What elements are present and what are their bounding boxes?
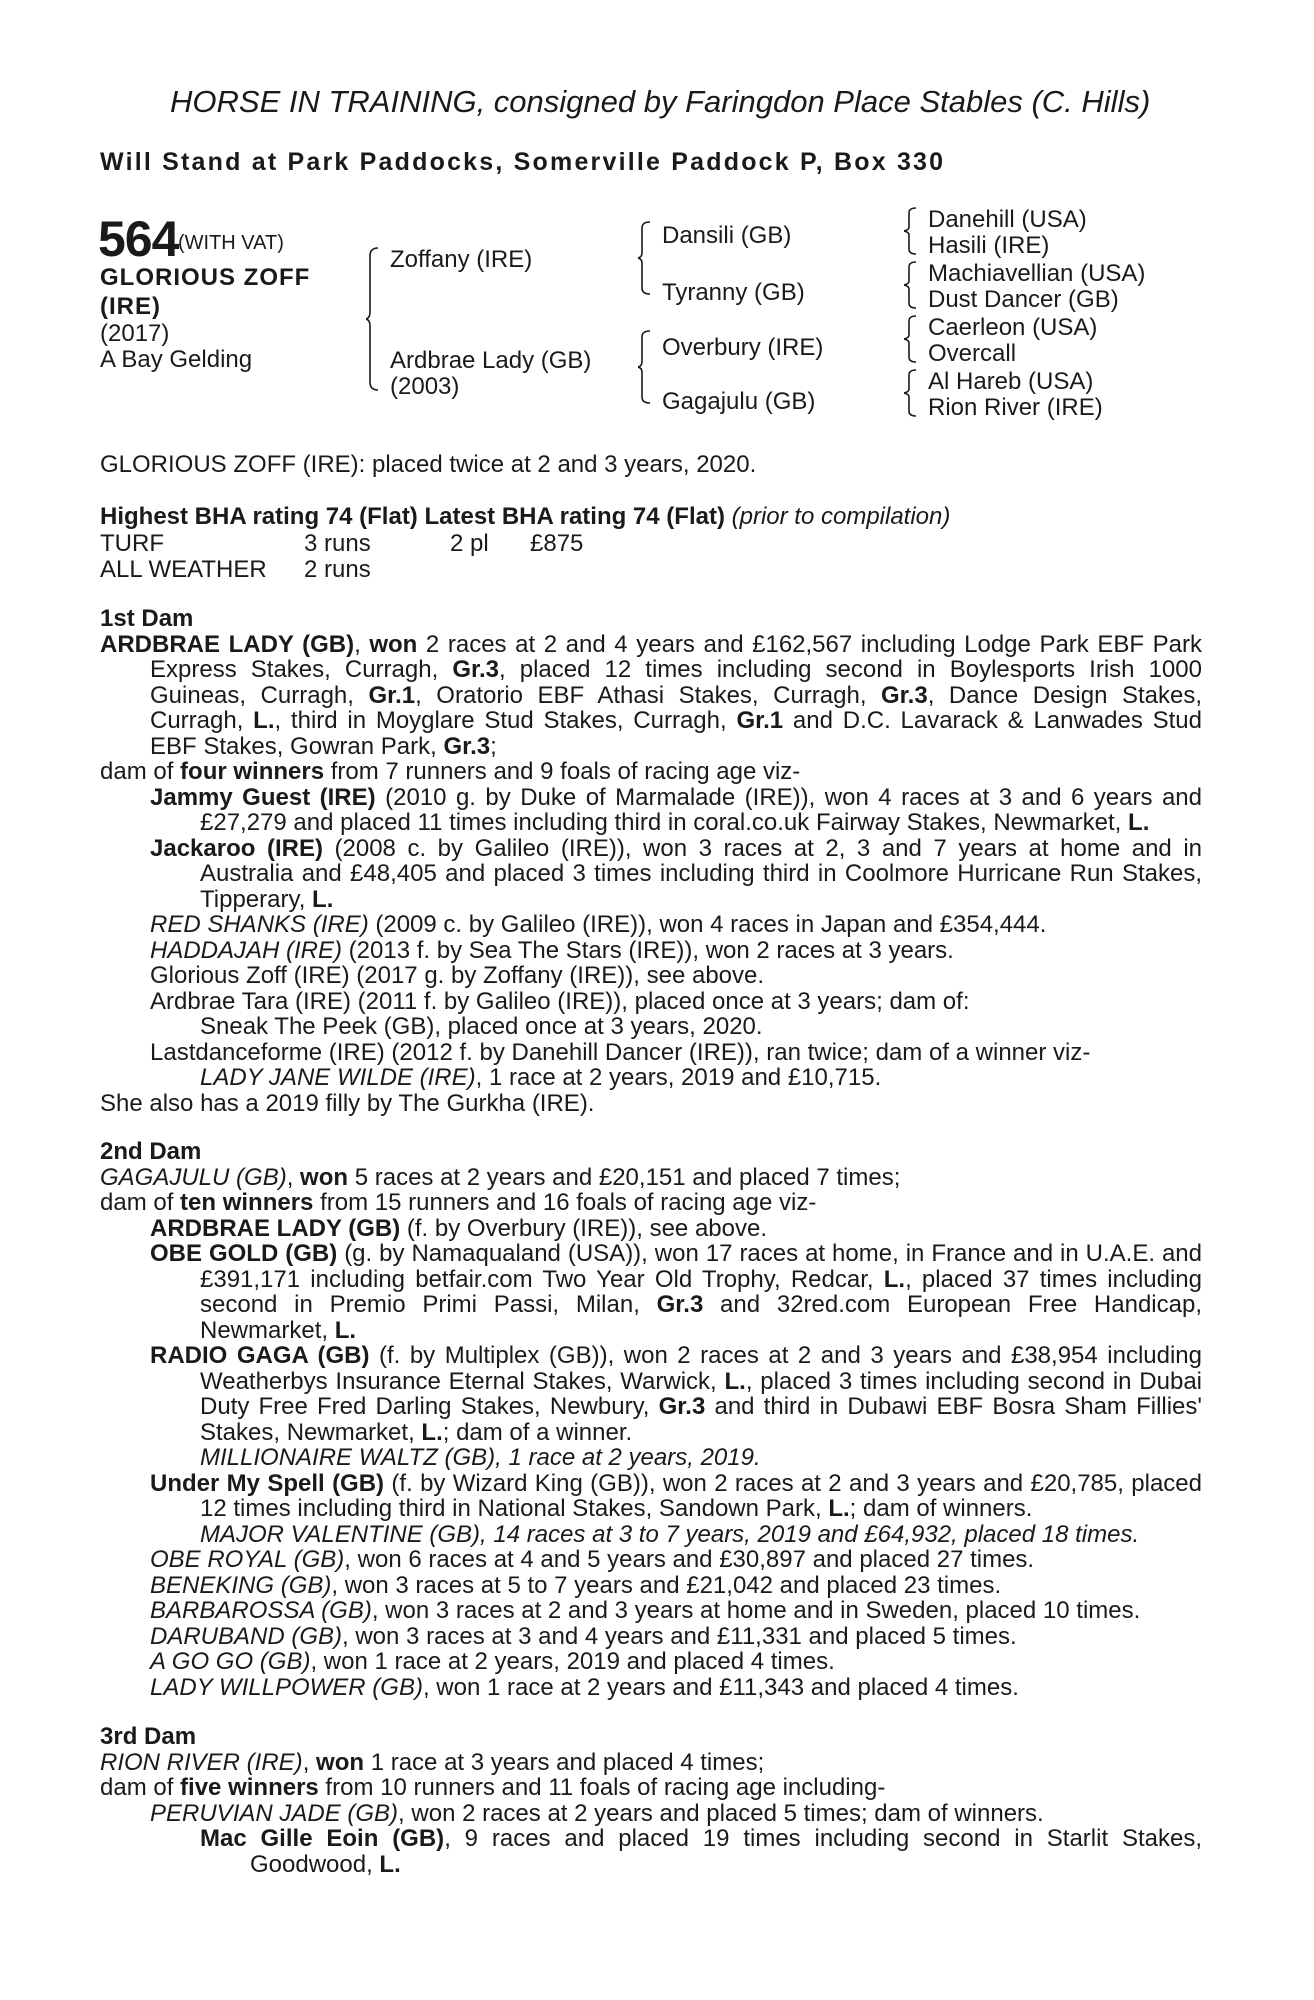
gen3-brace-4 (904, 368, 918, 418)
foaling-year: (2017) (100, 320, 170, 347)
sire-sire-name: Dansili (GB) (662, 222, 792, 249)
produce-entry: DARUBAND (GB), won 3 races at 3 and 4 years and £11,331 and placed 5 times. (150, 1622, 1017, 1650)
dam-name: Ardbrae Lady (GB) (390, 347, 592, 374)
produce-entry: OBE ROYAL (GB), won 6 races at 4 and 5 years and £30,897 and placed 27 times. (150, 1546, 1035, 1573)
produce-name: Mac Gille Eoin (GB) (200, 1825, 445, 1852)
produce-entry: Ardbrae Tara (IRE) (2011 f. by Galileo (IRE)), placed once at 3 years; dam of: (150, 987, 970, 1015)
second-dam-name: GAGAJULU (GB) (100, 1163, 287, 1191)
produce-name: RADIO GAGA (GB) (150, 1342, 370, 1369)
gen3-ancestor: Hasili (IRE) (928, 232, 1050, 259)
stats-placed: 2 pl (450, 530, 489, 557)
group-badge: Gr.1 (368, 681, 416, 709)
dam-line-brace (638, 329, 652, 405)
gen3-brace-3 (904, 314, 918, 364)
produce-entry: Glorious Zoff (IRE) (2017 g. by Zoffany (IRE)), see above. (150, 962, 765, 989)
produce-name: ARDBRAE LADY (GB) (150, 1214, 401, 1242)
grand-produce-entry: MILLIONAIRE WALTZ (GB), 1 race at 2 years, 2019. (200, 1444, 761, 1471)
produce-entry: RADIO GAGA (GB) (f. by Multiplex (GB)), won 2 races at 2 and 3 years and £38,954 including Weatherbys Insurance Eternal Stakes, Warwick, L., placed 3 times including second in Dubai Duty Free Fred Darling Stakes, Newbury, Gr.3 and third in Dubawi EBF Bosra Sham Fillies' Stakes, Newmarket, L.; dam of a winner. (150, 1342, 1203, 1446)
performance-summary: GLORIOUS ZOFF (IRE): placed twice at 2 and 3 years, 2020. (100, 451, 757, 478)
gen3-ancestor: Overcall (928, 340, 1017, 367)
dam-sire-name: Overbury (IRE) (662, 334, 824, 361)
produce-name: A GO GO (GB) (150, 1648, 311, 1675)
produce-entry: ARDBRAE LADY (GB) (f. by Overbury (IRE)), see above. (150, 1214, 768, 1242)
first-dam-record: ARDBRAE LADY (GB), won 2 races at 2 and 4 years and £162,567 including Lodge Park EBF Park Express Stakes, Curragh, Gr.3, placed 12 times including second in Boylesports Irish 1000 Guineas, Curragh, Gr.1, Oratorio EBF Athasi Stakes, Curragh, Gr.3, Dance Design Stakes, Curragh, L., third in Moyglare Stud Stakes, Curragh, Gr.1 and D.C. Lavarack & Lanwades Stud EBF Stakes, Gowran Park, Gr.3; (100, 630, 1203, 760)
group-badge: Gr.3 (452, 656, 500, 683)
group-badge: Gr.3 (658, 1393, 706, 1420)
won-label: won (369, 630, 418, 658)
second-dam-heading: 2nd Dam (100, 1138, 202, 1165)
produce-name: LADY WILLPOWER (GB) (150, 1673, 423, 1701)
grand-produce-entry: MAJOR VALENTINE (GB), 14 races at 3 to 7 years, 2019 and £64,932, placed 18 times. (200, 1520, 1140, 1548)
grand-produce-entry: LADY JANE WILDE (IRE), 1 race at 2 years, 2019 and £10,715. (200, 1064, 882, 1091)
listed-badge: L. (334, 1316, 357, 1344)
produce-name: Jackaroo (IRE) (150, 834, 323, 862)
listed-badge: L. (883, 1265, 906, 1293)
produce-entry: LADY WILLPOWER (GB), won 1 race at 2 years and £11,343 and placed 4 times. (150, 1673, 1019, 1701)
grand-produce-entry: Sneak The Peek (GB), placed once at 3 years, 2020. (200, 1013, 763, 1040)
produce-entry: RED SHANKS (IRE) (2009 c. by Galileo (IRE)), won 4 races in Japan and £354,444. (150, 911, 1047, 938)
listed-badge: L. (828, 1495, 850, 1522)
horse-name-suffix: (IRE) (100, 293, 161, 320)
stand-location: Will Stand at Park Paddocks, Somerville Paddock P, Box 330 (100, 148, 946, 176)
vat-note: (WITH VAT) (178, 232, 284, 254)
stats-row-turf (100, 530, 583, 558)
first-dam-name: ARDBRAE LADY (GB) (100, 630, 355, 658)
third-dam-heading: 3rd Dam (100, 1723, 197, 1750)
stats-runs: 2 runs (304, 556, 371, 583)
grand-produce-entry: Mac Gille Eoin (GB), 9 races and placed 19 times including second in Starlit Stakes, Goodwood, L. (200, 1825, 1202, 1878)
group-badge: Gr.3 (880, 681, 928, 709)
produce-entry: Lastdanceforme (IRE) (2012 f. by Danehill Dancer (IRE)), ran twice; dam of a winner viz- (150, 1038, 1091, 1066)
group-badge: Gr.3 (443, 732, 491, 760)
produce-entry: OBE GOLD (GB) (g. by Namaqualand (USA)), won 17 races at home, in France and in U.A.E. and £391,171 including betfair.com Two Year Old Trophy, Redcar, L., placed 37 times including second in Premio Primi Passi, Milan, Gr.3 and 32red.com European Free Handicap, Newmarket, L. (150, 1240, 1202, 1344)
listed-badge: L. (724, 1367, 746, 1395)
stats-runs: 3 runs (304, 530, 371, 557)
ratings-note: (prior to compilation) (731, 503, 951, 530)
horse-name: GLORIOUS ZOFF (100, 264, 311, 291)
sire-dam-brace (366, 246, 380, 392)
produce-entry: BARBAROSSA (GB), won 3 races at 2 and 3 years at home and in Sweden, placed 10 times. (150, 1597, 1141, 1624)
listed-badge: L. (379, 1850, 401, 1878)
gen3-ancestor: Rion River (IRE) (928, 394, 1103, 421)
gen3-ancestor: Dust Dancer (GB) (928, 286, 1119, 313)
produce-entry: Jackaroo (IRE) (2008 c. by Galileo (IRE)), won 3 races at 2, 3 and 7 years at home and in Australia and £48,405 and placed 3 times including third in Coolmore Hurricane Run Stakes, Tipperary, L. (150, 834, 1202, 913)
listed-badge: L. (253, 707, 275, 734)
produce-name: DARUBAND (GB) (150, 1622, 343, 1650)
group-badge: Gr.3 (656, 1291, 704, 1318)
second-dam-produce-summary: dam of ten winners from 15 runners and 16 foals of racing age viz- (100, 1189, 817, 1216)
gen3-ancestor: Caerleon (USA) (928, 314, 1098, 341)
produce-name: OBE GOLD (GB) (150, 1240, 338, 1267)
stats-earnings: £875 (530, 530, 584, 557)
listed-badge: L. (312, 885, 334, 913)
gen3-brace-2 (904, 260, 918, 310)
stats-surface: ALL WEATHER (100, 556, 267, 583)
produce-entry: A GO GO (GB), won 1 race at 2 years, 2019 and placed 4 times. (150, 1648, 835, 1675)
dam-sections (100, 606, 1202, 1877)
gen3-brace-1 (904, 206, 918, 256)
third-dam-record: RION RIVER (IRE), won 1 race at 3 years and placed 4 times; (100, 1748, 765, 1776)
sire-dam-name: Tyranny (GB) (662, 279, 805, 306)
produce-entry: HADDAJAH (IRE) (2013 f. by Sea The Stars (IRE)), won 2 races at 3 years. (150, 936, 954, 964)
produce-entry: Under My Spell (GB) (f. by Wizard King (GB)), won 2 races at 2 and 3 years and £20,785, placed 12 times including third in National Stakes, Sandown Park, L.; dam of winners. (150, 1469, 1202, 1522)
produce-name: PERUVIAN JADE (GB) (150, 1799, 399, 1827)
produce-entry: PERUVIAN JADE (GB), won 2 races at 2 years and placed 5 times; dam of winners. (150, 1799, 1044, 1827)
produce-name: BENEKING (GB) (150, 1571, 332, 1599)
produce-name: Under My Spell (GB) (150, 1469, 385, 1497)
gen3-ancestor: Al Hareb (USA) (928, 368, 1094, 395)
dam-foaling-year: (2003) (390, 373, 460, 400)
listed-badge: L. (1128, 809, 1150, 836)
produce-name: BARBAROSSA (GB) (150, 1597, 372, 1624)
produce-entry: BENEKING (GB), won 3 races at 5 to 7 years and £21,042 and placed 23 times. (150, 1571, 1002, 1599)
gen3-ancestor: Machiavellian (USA) (928, 260, 1146, 287)
stats-row-all-weather (100, 556, 371, 584)
third-dam-produce-summary: dam of five winners from 10 runners and 11 foals of racing age including- (100, 1774, 886, 1801)
ratings-text: Highest BHA rating 74 (Flat) Latest BHA rating 74 (Flat) (100, 503, 725, 530)
listed-badge: L. (421, 1418, 443, 1446)
group-badge: Gr.1 (736, 707, 784, 734)
horse-description: A Bay Gelding (100, 346, 253, 373)
produce-name: OBE ROYAL (GB) (150, 1546, 345, 1573)
lot-number: 564 (98, 211, 179, 267)
filly-note: She also has a 2019 filly by The Gurkha (IRE). (100, 1089, 595, 1117)
third-dam-name: RION RIVER (IRE) (100, 1748, 303, 1776)
produce-entry: Jammy Guest (IRE) (2010 g. by Duke of Marmalade (IRE)), won 4 races at 3 and 6 years and £27,279 and placed 11 times including third in coral.co.uk Fairway Stakes, Newmarket, L. (150, 783, 1202, 836)
produce-name: LADY JANE WILDE (IRE) (200, 1064, 476, 1091)
first-dam-heading: 1st Dam (100, 605, 194, 632)
produce-name: RED SHANKS (IRE) (150, 911, 369, 938)
gen3-ancestor: Danehill (USA) (928, 206, 1087, 233)
sire-name: Zoffany (IRE) (390, 246, 533, 273)
consignor-heading: HORSE IN TRAINING, consigned by Faringdon Place Stables (C. Hills) (170, 84, 1151, 119)
sire-line-brace (638, 220, 652, 296)
dam-dam-name: Gagajulu (GB) (662, 388, 816, 415)
produce-name: Jammy Guest (IRE) (150, 783, 376, 811)
produce-name: HADDAJAH (IRE) (150, 936, 343, 964)
bha-ratings (100, 503, 950, 531)
stats-surface: TURF (100, 530, 164, 557)
first-dam-produce-summary: dam of four winners from 7 runners and 9 foals of racing age viz- (100, 758, 801, 785)
second-dam-record: GAGAJULU (GB), won 5 races at 2 years and £20,151 and placed 7 times; (100, 1163, 901, 1191)
